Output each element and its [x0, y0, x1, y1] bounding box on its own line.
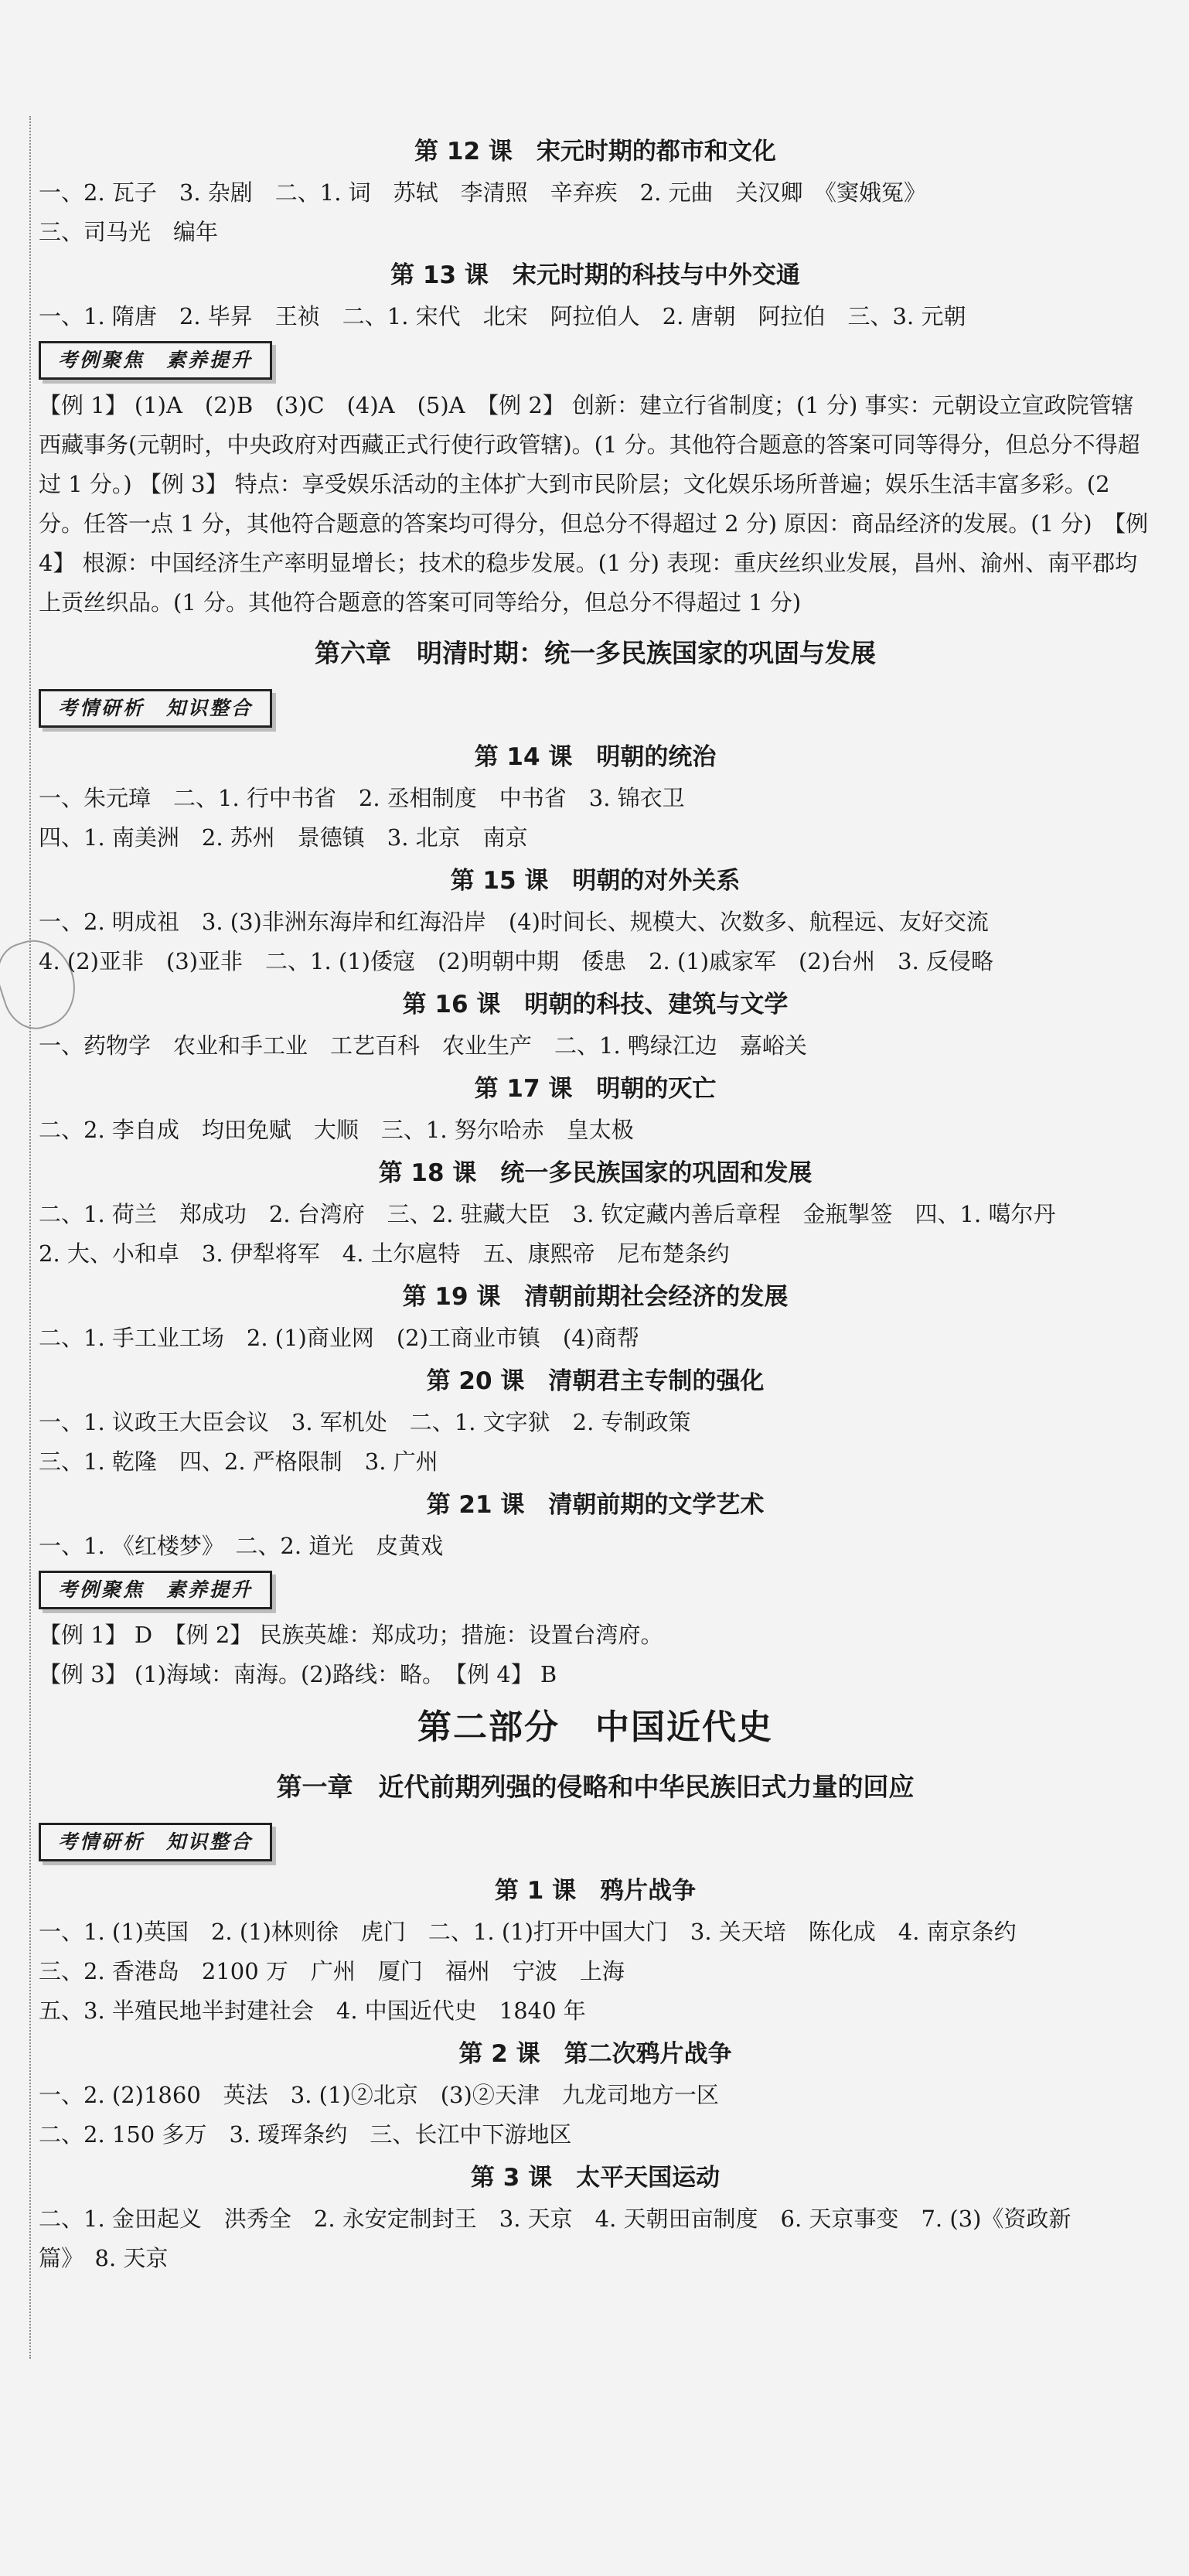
- modern-lesson-1-answers-line-2: 三、2. 香港岛 2100 万 广州 厦门 福州 宁波 上海: [39, 1958, 625, 1984]
- lesson-15-answers-line-2: 4. (2)亚非 (3)亚非 二、1. (1)倭寇 (2)明朝中期 倭患 2. (1)戚家军 (2)台州 3. 反侵略: [39, 948, 994, 974]
- lesson-12-title: 第 12 课 宋元时期的都市和文化: [414, 138, 776, 165]
- part-2-title: 第二部分 中国近代史: [417, 1708, 773, 1747]
- lesson-18-answers-line-2: 2. 大、小和卓 3. 伊犁将军 4. 土尔扈特 五、康熙帝 尼布楚条约: [39, 1240, 730, 1267]
- binding-dotted-line: [29, 116, 31, 2359]
- lesson-14-title: 第 14 课 明朝的统治: [474, 743, 717, 771]
- lesson-14-answers-line-2: 四、1. 南美洲 2. 苏州 景德镇 3. 北京 南京: [39, 824, 528, 851]
- lesson-15-title: 第 15 课 明朝的对外关系: [450, 867, 741, 895]
- lesson-17-answers-line-1: 二、2. 李自成 均田免赋 大顺 三、1. 努尔哈赤 皇太极: [39, 1117, 634, 1143]
- exam-focus-banner-1: 考例聚焦 素养提升: [39, 341, 272, 380]
- modern-lesson-3-title: 第 3 课 太平天国运动: [470, 2164, 721, 2192]
- study-analysis-banner-2: 考情研析 知识整合: [39, 1823, 272, 1861]
- lesson-21-answers-line-1: 一、1. 《红楼梦》 二、2. 道光 皮黄戏: [39, 1533, 444, 1559]
- lesson-20-answers-line-2: 三、1. 乾隆 四、2. 严格限制 3. 广州: [39, 1448, 438, 1475]
- lesson-19-title: 第 19 课 清朝前期社会经济的发展: [402, 1283, 789, 1311]
- lesson-20-title: 第 20 课 清朝君主专制的强化: [426, 1367, 765, 1395]
- modern-lesson-1-answers-line-3: 五、3. 半殖民地半封建社会 4. 中国近代史 1840 年: [39, 1998, 586, 2024]
- lesson-20-answers-line-1: 一、1. 议政王大臣会议 3. 军机处 二、1. 文字狱 2. 专制政策: [39, 1409, 691, 1435]
- lesson-18-title: 第 18 课 统一多民族国家的巩固和发展: [378, 1159, 813, 1187]
- modern-lesson-3-answers-line-2: 篇》 8. 天京: [39, 2245, 169, 2271]
- modern-lesson-1-answers-line-1: 一、1. (1)英国 2. (1)林则徐 虎门 二、1. (1)打开中国大门 3. 关天培 陈化成 4. 南京条约: [39, 1919, 1017, 1945]
- modern-chapter-1-title: 第一章 近代前期列强的侵略和中华民族旧式力量的回应: [276, 1772, 915, 1802]
- modern-lesson-1-title: 第 1 课 鸦片战争: [494, 1877, 697, 1905]
- lesson-21-title: 第 21 课 清朝前期的文学艺术: [426, 1491, 765, 1519]
- study-analysis-banner-1: 考情研析 知识整合: [39, 689, 272, 728]
- lesson-15-answers-line-1: 一、2. 明成祖 3. (3)非洲东海岸和红海沿岸 (4)时间长、规模大、次数多、航程远、友好交流: [39, 909, 989, 935]
- chapter-6-title: 第六章 明清时期：统一多民族国家的巩固与发展: [315, 638, 876, 668]
- lesson-19-answers-line-1: 二、1. 手工业工场 2. (1)商业网 (2)工商业市镇 (4)商帮: [39, 1325, 640, 1351]
- lesson-17-title: 第 17 课 明朝的灭亡: [474, 1075, 717, 1103]
- examples-section-2-line-2: 【例 3】 (1)海域：南海。(2)路线：略。 【例 4】 B: [39, 1661, 557, 1687]
- modern-lesson-3-answers-line-1: 二、1. 金田起义 洪秀全 2. 永安定制封王 3. 天京 4. 天朝田亩制度 6. 天京事变 7. (3)《资政新: [39, 2206, 1071, 2232]
- lesson-16-answers-line-1: 一、药物学 农业和手工业 工艺百科 农业生产 二、1. 鸭绿江边 嘉峪关: [39, 1032, 807, 1059]
- lesson-13-answers-line-1: 一、1. 隋唐 2. 毕昇 王祯 二、1. 宋代 北宋 阿拉伯人 2. 唐朝 阿拉伯 三、3. 元朝: [39, 303, 966, 329]
- lesson-12-answers-line-2: 三、司马光 编年: [39, 219, 219, 245]
- modern-lesson-2-answers-line-1: 一、2. (2)1860 英法 3. (1)②北京 (3)②天津 九龙司地方一区: [39, 2082, 719, 2108]
- modern-lesson-2-title: 第 2 课 第二次鸦片战争: [458, 2040, 732, 2068]
- lesson-18-answers-line-1: 二、1. 荷兰 郑成功 2. 台湾府 三、2. 驻藏大臣 3. 钦定藏内善后章程 金瓶掣签 四、1. 噶尔丹: [39, 1201, 1056, 1227]
- lesson-14-answers-line-1: 一、朱元璋 二、1. 行中书省 2. 丞相制度 中书省 3. 锦衣卫: [39, 785, 685, 811]
- lesson-13-title: 第 13 课 宋元时期的科技与中外交通: [390, 261, 800, 289]
- lesson-12-answers-line-1: 一、2. 瓦子 3. 杂剧 二、1. 词 苏轼 李清照 辛弃疾 2. 元曲 关汉卿 《窦娥冤》: [39, 179, 927, 206]
- lesson-16-title: 第 16 课 明朝的科技、建筑与文学: [402, 991, 789, 1018]
- examples-section-1-text: 【例 1】 (1)A (2)B (3)C (4)A (5)A 【例 2】 创新：建立行省制度；(1 分) 事实：元朝设立宣政院管辖西藏事务(元朝时，中央政府对西藏正式行使行政管辖)。(1 分。其他符合题意的答案可同等得分，但总分不得超过 1 分。) 【例 3】 特点：享受娱乐活动的主体扩大到市民阶层；文化娱乐场所普遍；娱乐生活丰富多彩。(2 分。任答一点 1 分，其他符合题意的答案均可得分，但总分不得超过 2 分) 原因：商品经济的发展。(1 分) 【例 4】 根源：中国经济生产率明显增长；技术的稳步发展。(1 分) 表现：重庆丝织业发展，昌州、渝州、南平郡均上贡丝织品。(1 分。其他符合题意的答案可同等给分，但总分不得超过 1 分): [39, 392, 1149, 616]
- exam-focus-banner-2: 考例聚焦 素养提升: [39, 1571, 272, 1609]
- page-content: [39, 128, 1152, 2278]
- examples-section-2-line-1: 【例 1】 D 【例 2】 民族英雄：郑成功；措施：设置台湾府。: [39, 1622, 663, 1648]
- modern-lesson-2-answers-line-2: 二、2. 150 多万 3. 瑷珲条约 三、长江中下游地区: [39, 2121, 572, 2148]
